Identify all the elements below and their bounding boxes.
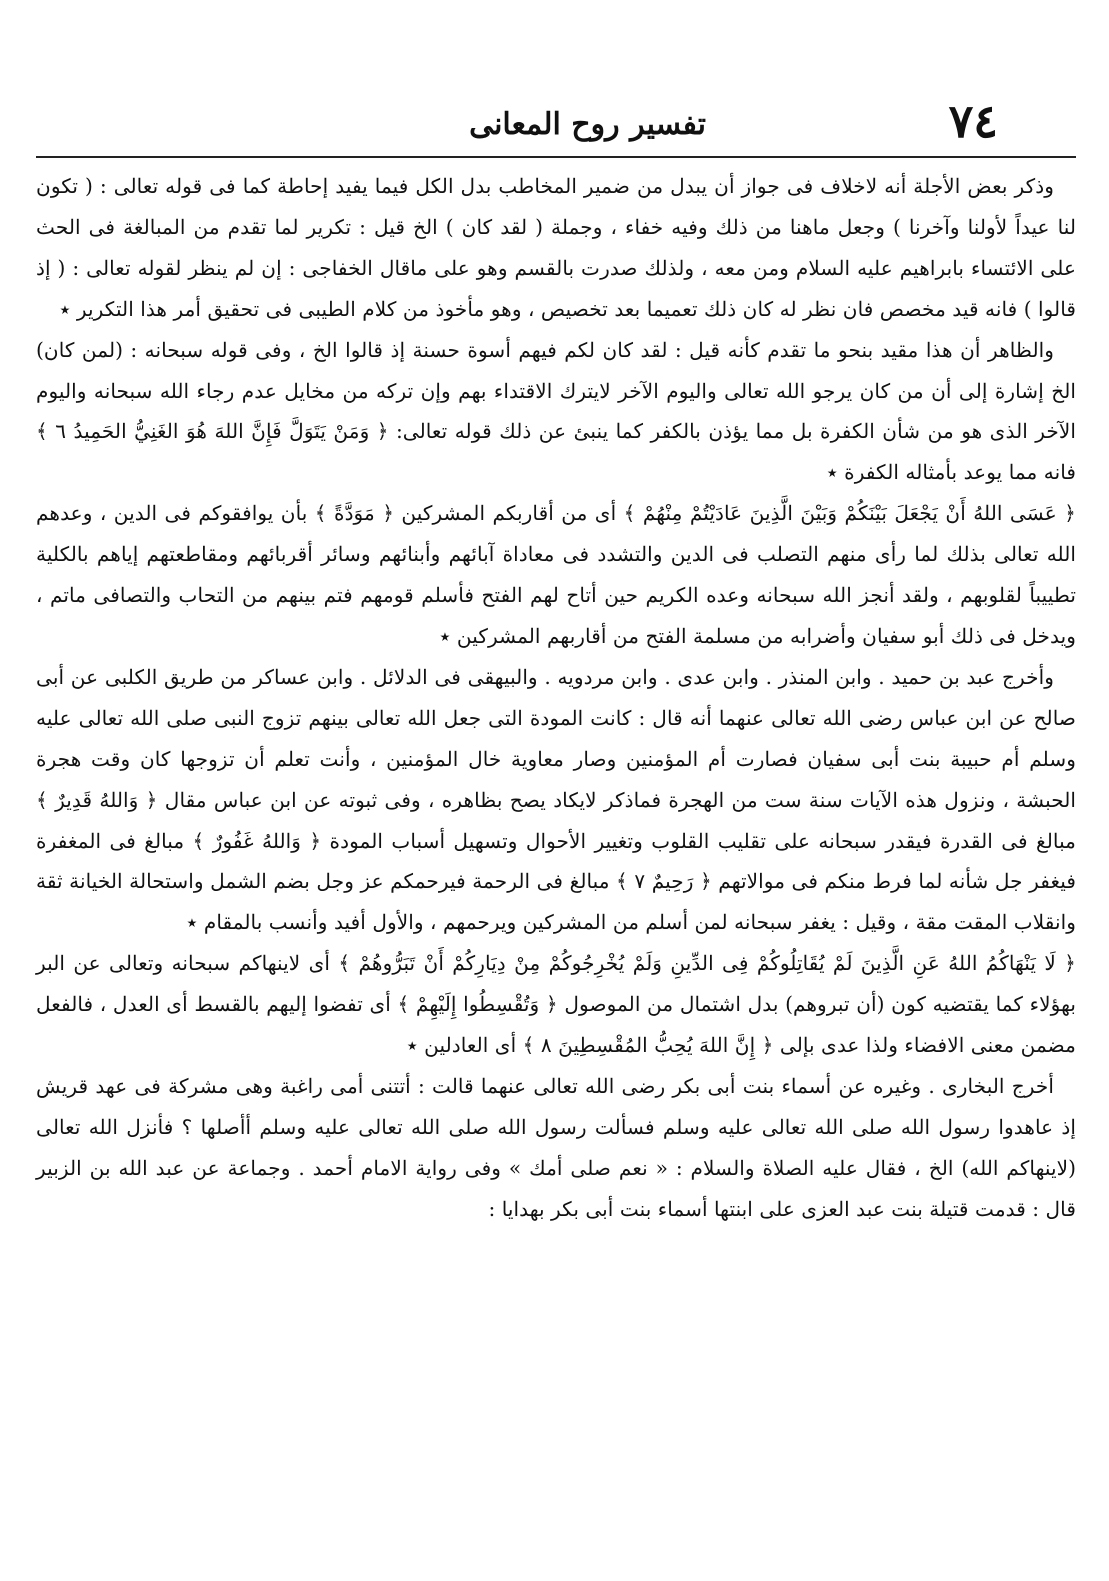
paragraph-5: ﴿ لَا يَنْهَاكُمُ اللهُ عَنِ الَّذِينَ لَمْ يُقَاتِلُوكُمْ فِى الدِّينِ وَلَمْ يُخْرِجُوكُمْ مِنْ دِيَارِكُمْ أَنْ تَبَرُّوهُمْ ﴾ أى لاينهاكم سبحانه وتعالى عن البر بهؤلاء كما يقتضيه كون (أن تبروهم) بدل اشتمال من الموصول ﴿ وَتُقْسِطُوا إِلَيْهِمْ ﴾ أى تفضوا إليهم بالقسط أى العدل ، فالفعل مضمن معنى الافضاء ولذا عدى بإلى ﴿ إِنَّ اللهَ يُحِبُّ المُقْسِطِينَ ٨ ﴾ أى العادلين ٭ bbox=[36, 951, 1076, 1058]
paragraph-3: ﴿ عَسَى اللهُ أَنْ يَجْعَلَ بَيْنَكُمْ وَبَيْنَ الَّذِينَ عَادَيْتُمْ مِنْهُمْ ﴾ أى من أقاربكم المشركين ﴿ مَوَدَّةً ﴾ بأن يوافقوكم فى الدين ، وعدهم الله تعالى بذلك لما رأى منهم التصلب فى الدين والتشدد فى معاداة آبائهم وأبنائهم وسائر أقربائهم ومقاطعتهم إياهم بالكلية تطييباً لقلوبهم ، ولقد أنجز الله سبحانه وعده الكريم حين أتاح لهم الفتح فأسلم قومهم فتم بينهم من التحاب والتصافى ماتم ، ويدخل فى ذلك أبو سفيان وأضرابه من مسلمة الفتح من أقاربهم المشركين ٭ bbox=[36, 501, 1076, 648]
commentary-body bbox=[36, 166, 1076, 1230]
paragraph-4: وأخرج عبد بن حميد . وابن المنذر . وابن عدى . وابن مردويه . والبيهقى فى الدلائل . وابن عساكر من طريق الكلبى عن أبى صالح عن ابن عباس رضى الله تعالى عنهما أنه قال : كانت المودة التى جعل الله تعالى بينهم تزوج النبى صلى الله تعالى عليه وسلم أم حبيبة بنت أبى سفيان فصارت أم المؤمنين وصار معاوية خال المؤمنين ، وأنت تعلم أن تزوجها كان وقت هجرة الحبشة ، ونزول هذه الآيات سنة ست من الهجرة فماذكر لايكاد يصح بظاهره ، وفى ثبوته عن ابن عباس مقال ﴿ وَاللهُ قَدِيرٌ ﴾ مبالغ فى القدرة فيقدر سبحانه على تقليب القلوب وتغيير الأحوال وتسهيل أسباب المودة ﴿ وَاللهُ غَفُورٌ ﴾ مبالغ فى المغفرة فيغفر جل شأنه لما فرط منكم فى موالاتهم ﴿ رَحِيمٌ ٧ ﴾ مبالغ فى الرحمة فيرحمكم عز وجل بضم الشمل واستحالة الخيانة ثقة وانقلاب المقت مقة ، وقيل : يغفر سبحانه لمن أسلم من المشركين ويرحمهم ، والأول أفيد وأنسب بالمقام ٭ bbox=[36, 664, 1076, 935]
running-title: تفسير روح المعانى bbox=[469, 107, 706, 142]
page-header bbox=[36, 78, 1076, 158]
page-number: ٧٤ bbox=[948, 94, 998, 148]
paragraph-6: أخرج البخارى . وغيره عن أسماء بنت أبى بكر رضى الله تعالى عنهما قالت : أتتنى أمى راغبة وهى مشركة فى عهد قريش إذ عاهدوا رسول الله صلى الله تعالى عليه وسلم فسألت رسول الله صلى الله تعالى عليه وسلم أأصلها ؟ فأنزل الله تعالى (لاينهاكم الله) الخ ، فقال عليه الصلاة والسلام : « نعم صلى أمك » وفى رواية الامام أحمد . وجماعة عن عبد الله بن الزبير قال : قدمت قتيلة بنت عبد العزى على ابنتها أسماء بنت أبى بكر بهدايا : bbox=[36, 1073, 1076, 1221]
paragraph-1: وذكر بعض الأجلة أنه لاخلاف فى جواز أن يبدل من ضمير المخاطب بدل الكل فيما يفيد إحاطة كما فى قوله تعالى : ( تكون لنا عيداً لأولنا وآخرنا ) وجعل ماهنا من ذلك وفيه خفاء ، وجملة ( لقد كان ) الخ قيل : تكرير لما تقدم من المبالغة فى الحث على الائتساء بابراهيم عليه السلام ومن معه ، ولذلك صدرت بالقسم وهو على ماقال الخفاجى : إن لم ينظر لقوله تعالى : ( إذ قالوا ) فانه قيد مخصص فان نظر له كان ذلك تعميما بعد تخصيص ، وهو مأخوذ من كلام الطيبى فى تحقيق أمر هذا التكرير ٭ bbox=[36, 174, 1076, 321]
book-page bbox=[36, 78, 1076, 1548]
paragraph-2: والظاهر أن هذا مقيد بنحو ما تقدم كأنه قيل : لقد كان لكم فيهم أسوة حسنة إذ قالوا الخ ، وفى قوله سبحانه : (لمن كان) الخ إشارة إلى أن من كان يرجو الله تعالى واليوم الآخر لايترك الاقتداء بهم وإن تركه من مخايل عدم رجاء الله سبحانه واليوم الآخر الذى هو من شأن الكفرة بل مما يؤذن بالكفر كما ينبئ عن ذلك قوله تعالى: ﴿ وَمَنْ يَتَوَلَّ فَإِنَّ اللهَ هُوَ الغَنِيُّ الحَمِيدُ ٦ ﴾ فانه مما يوعد بأمثاله الكفرة ٭ bbox=[36, 337, 1077, 485]
